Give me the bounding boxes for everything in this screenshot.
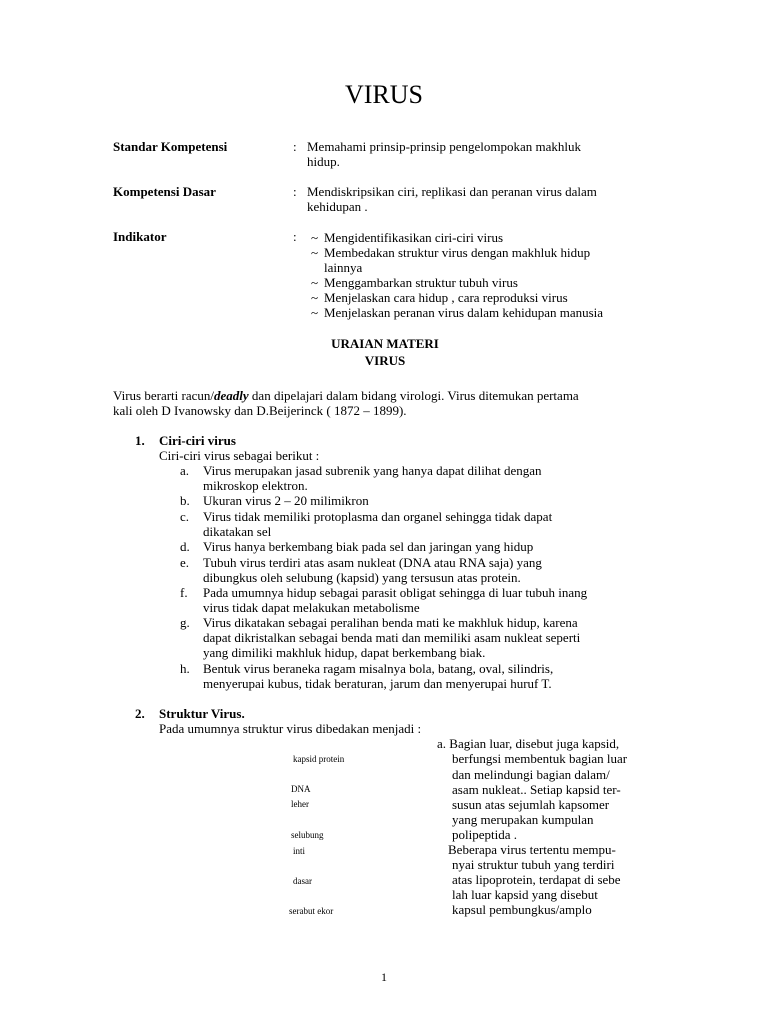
materi-heading-1: URAIAN MATERI: [331, 336, 439, 351]
sk-line-2: hidup.: [307, 154, 340, 169]
s2-right-line-8: Beberapa virus tertentu mempu-: [448, 842, 616, 857]
ind-item-2: Membedakan struktur virus dengan makhluk hidup: [324, 245, 591, 260]
s2-right-line-1: a. Bagian luar, disebut juga kapsid,: [437, 736, 620, 751]
diagram-label-leher: leher: [291, 799, 309, 809]
intro-deadly-term: deadly: [214, 388, 249, 403]
s2-right-line-5: susun atas sejumlah kapsomer: [452, 797, 610, 812]
s1-item-e: Tubuh virus terdiri atas asam nukleat (DNA atau RNA saja) yang: [203, 555, 542, 570]
s1-mark-g: g.: [180, 615, 190, 630]
ind-item-2-cont: lainnya: [324, 260, 363, 275]
section1-lead: Ciri-ciri virus sebagai berikut :: [159, 448, 320, 463]
s2-right-line-7: polipeptida .: [452, 827, 517, 842]
s1-item-a: Virus merupakan jasad subrenik yang hanya dapat dilihat dengan: [203, 463, 542, 478]
s1-item-c: Virus tidak memiliki protoplasma dan organel sehingga tidak dapat: [203, 509, 553, 524]
intro-line-1: [113, 388, 579, 403]
ind-mark-3: ~: [311, 275, 319, 290]
kd-label: Kompetensi Dasar: [113, 184, 216, 199]
page-title: VIRUS: [344, 80, 423, 109]
s1-item-c-cont: dikatakan sel: [203, 524, 272, 539]
diagram-label-kapsid-protein: kapsid protein: [293, 754, 345, 764]
s1-item-g: Virus dikatakan sebagai peralihan benda mati ke makhluk hidup, karena: [203, 615, 578, 630]
section1-title: Ciri-ciri virus: [159, 433, 236, 448]
diagram-label-serabut-ekor: serabut ekor: [289, 906, 334, 916]
s1-item-a-cont: mikroskop elektron.: [203, 478, 308, 493]
sk-line-1: Memahami prinsip-prinsip pengelompokan makhluk: [307, 139, 582, 154]
s2-right-line-9: nyai struktur tubuh yang terdiri: [452, 857, 615, 872]
sk-label: Standar Kompetensi: [113, 139, 228, 154]
s1-item-e-cont: dibungkus oleh selubung (kapsid) yang tersusun atas protein.: [203, 570, 521, 585]
s2-right-line-10: atas lipoprotein, terdapat di sebe: [452, 872, 621, 887]
intro-line-1-post: dan dipelajari dalam bidang virologi. Virus ditemukan pertama: [248, 388, 579, 403]
kd-colon: :: [293, 184, 297, 199]
s2-right-line-3: dan melindungi bagian dalam/: [452, 767, 610, 782]
ind-colon: :: [293, 229, 297, 244]
kd-line-2: kehidupan .: [307, 199, 368, 214]
diagram-label-selubung: selubung: [291, 830, 324, 840]
s1-mark-a: a.: [180, 463, 190, 478]
s1-mark-b: b.: [180, 493, 190, 508]
kd-line-1: Mendiskripsikan ciri, replikasi dan peranan virus dalam: [307, 184, 597, 199]
s1-item-h: Bentuk virus beraneka ragam misalnya bola, batang, oval, silindris,: [203, 661, 554, 676]
s2-right-line-2: berfungsi membentuk bagian luar: [452, 751, 628, 766]
s1-item-d: Virus hanya berkembang biak pada sel dan jaringan yang hidup: [203, 539, 534, 554]
s1-mark-h: h.: [180, 661, 190, 676]
s2-right-line-12: kapsul pembungkus/amplo: [452, 902, 592, 917]
s2-right-line-11: lah luar kapsid yang disebut: [452, 887, 598, 902]
section2-title: Struktur Virus.: [159, 706, 245, 721]
ind-mark-2: ~: [311, 245, 319, 260]
ind-item-3: Menggambarkan struktur tubuh virus: [324, 275, 518, 290]
s1-mark-e: e.: [180, 555, 190, 570]
ind-mark-4: ~: [311, 290, 319, 305]
ind-mark-1: ~: [311, 230, 319, 245]
diagram-label-inti: inti: [293, 846, 306, 856]
sk-colon: :: [293, 139, 297, 154]
intro-line-1-pre: Virus berarti racun/: [113, 388, 215, 403]
s1-mark-f: f.: [180, 585, 188, 600]
ind-item-5: Menjelaskan peranan virus dalam kehidupan manusia: [324, 305, 604, 320]
s2-right-line-4: asam nukleat.. Setiap kapsid ter-: [452, 782, 621, 797]
s2-right-line-6: yang merupakan kumpulan: [452, 812, 594, 827]
ind-label: Indikator: [113, 229, 167, 244]
s1-item-g-cont-2: yang dimiliki makhluk hidup, dapat berkembang biak.: [203, 645, 486, 660]
section2-lead: Pada umumnya struktur virus dibedakan menjadi :: [159, 721, 422, 736]
s1-item-g-cont-1: dapat dikristalkan sebagai benda mati dan memiliki asam nukleat seperti: [203, 630, 581, 645]
s1-mark-d: d.: [180, 539, 190, 554]
intro-line-2: kali oleh D Ivanowsky dan D.Beijerinck ( 1872 – 1899).: [113, 403, 407, 418]
ind-item-4: Menjelaskan cara hidup , cara reproduksi virus: [324, 290, 568, 305]
section2-number: 2.: [135, 706, 145, 721]
diagram-label-dasar: dasar: [293, 876, 312, 886]
ind-mark-5: ~: [311, 305, 319, 320]
s1-item-b: Ukuran virus 2 – 20 milimikron: [203, 493, 369, 508]
section1-number: 1.: [135, 433, 145, 448]
s1-mark-c: c.: [180, 509, 190, 524]
s1-item-h-cont: menyerupai kubus, tidak beraturan, jarum dan menyerupai huruf T.: [203, 676, 552, 691]
ind-item-1: Mengidentifikasikan ciri-ciri virus: [324, 230, 504, 245]
diagram-label-dna: DNA: [291, 784, 311, 794]
s1-item-f: Pada umumnya hidup sebagai parasit obligat sehingga di luar tubuh inang: [203, 585, 588, 600]
s1-item-f-cont: virus tidak dapat melakukan metabolisme: [203, 600, 420, 615]
page-number: 1: [381, 970, 387, 984]
materi-heading-2: VIRUS: [364, 353, 406, 368]
